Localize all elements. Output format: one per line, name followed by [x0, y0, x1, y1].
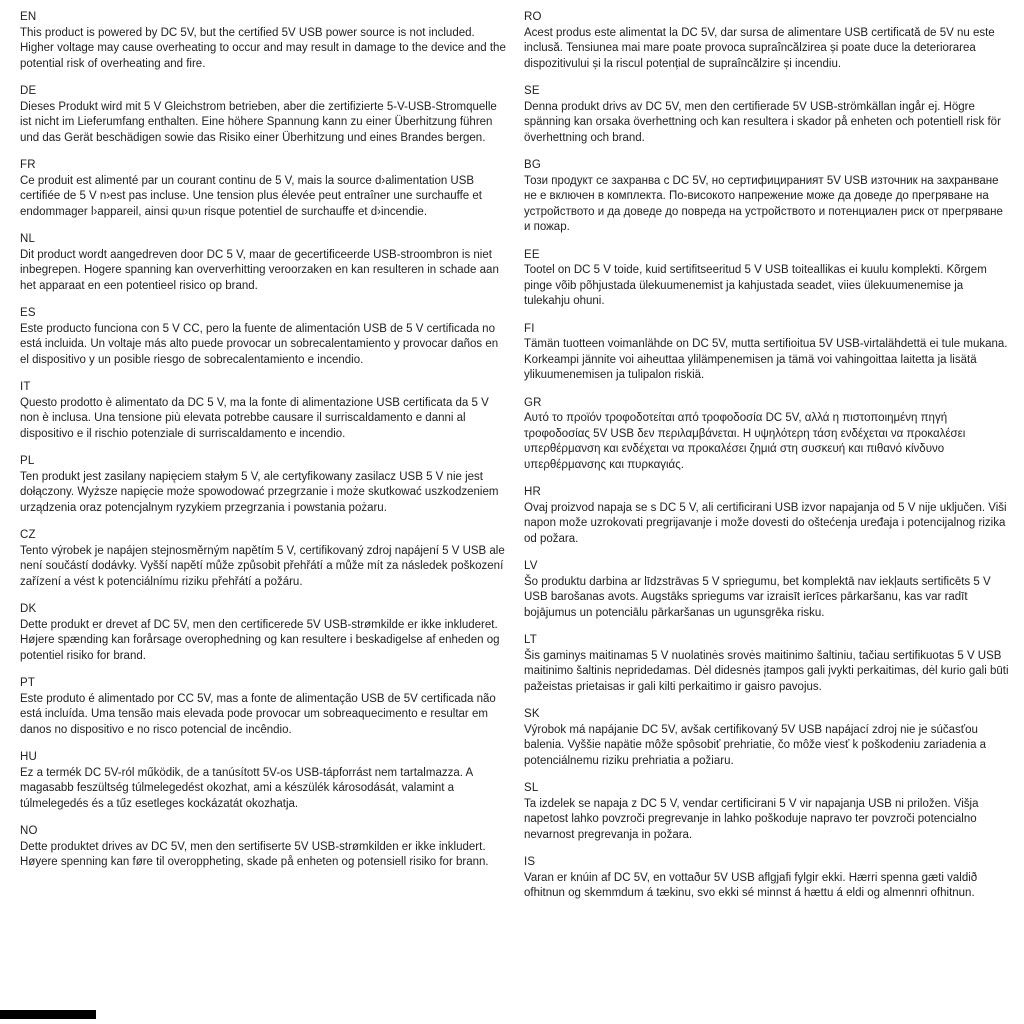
language-section — [20, 84, 508, 146]
language-section — [524, 10, 1012, 72]
language-code: HR — [524, 486, 542, 498]
language-text: Acest produs este alimentat la DC 5V, dar sursa de alimentare USB certificată de 5V nu este inclusă. Tensiunea mai mare poate provoca supraîncălzirea și poate duce la deteriorarea dispozitivului și la riscul potențial de supraîncălzire și incendiu. — [524, 26, 995, 70]
language-section — [524, 396, 1012, 474]
language-text: Šo produktu darbina ar līdzstrāvas 5 V spriegumu, bet komplektā nav iekļauts sertificēts 5 V USB barošanas avots. Augstāks spriegums var izraisīt ierīces pārkaršanu, kas var radīt bojājumus un potenciālu pārkaršanas un ugunsgrēka risku. — [524, 575, 991, 619]
language-code: NL — [20, 233, 36, 245]
language-code: SL — [524, 782, 539, 794]
language-section — [20, 602, 508, 664]
language-section — [20, 750, 508, 812]
language-section — [20, 380, 508, 442]
language-text: Varan er knúin af DC 5V, en vottaður 5V USB aflgjafi fylgir ekki. Hærri spenna gæti valdið ofhitnun og skemmdum á tækinu, svo ekki sé minnst á hættu á eldi og almennri ofhitnun. — [524, 871, 978, 899]
language-code: DE — [20, 85, 37, 97]
language-code: HU — [20, 751, 38, 763]
language-section — [20, 824, 508, 871]
language-section — [20, 10, 508, 72]
language-text: Ce produit est alimenté par un courant continu de 5 V, mais la source d›alimentation USB certifiée de 5 V n›est pas incluse. Une tension plus élevée peut entraîner une surchauffe et endommager l›appareil, ainsi qu›un risque potentiel de surchauffe et d›incendie. — [20, 174, 482, 218]
language-section — [524, 855, 1012, 902]
language-code: NO — [20, 825, 38, 837]
language-section — [524, 633, 1012, 695]
manual-column — [524, 10, 1012, 914]
language-text: This product is powered by DC 5V, but the certified 5V USB power source is not included. Higher voltage may cause overheating to occur and may result in damage to the device and the potential risk of overheating and fire. — [20, 26, 506, 70]
language-text: Ten produkt jest zasilany napięciem stałym 5 V, ale certyfikowany zasilacz USB 5 V nie jest dołączony. Wyższe napięcie może spowodować przegrzanie i może skutkować uszkodzeniem urządzenia oraz potencjalnym ryzykiem przegrzania i powstania pożaru. — [20, 470, 499, 514]
language-code: PT — [20, 677, 36, 689]
language-text: Този продукт се захранва с DC 5V, но сертифицираният 5V USB източник на захранване не е включен в комплекта. По-високото напрежение може да доведе до прегряване на устройството и да доведе до повреда на устройството и потенциален риск от прегряване и пожар. — [524, 174, 1003, 233]
language-text: Questo prodotto è alimentato da DC 5 V, ma la fonte di alimentazione USB certificata da 5 V non è inclusa. Una tensione più elevata potrebbe causare il surriscaldamento e danni al dispositivo e il rischio potenziale di surriscaldamento e incendio. — [20, 396, 489, 440]
language-code: RO — [524, 11, 542, 23]
language-code: CZ — [20, 529, 36, 541]
language-code: ES — [20, 307, 36, 319]
language-code: EE — [524, 248, 540, 261]
language-section — [524, 485, 1012, 547]
language-text: Tämän tuotteen voimanlähde on DC 5V, mutta sertifioitua 5V USB-virtalähdettä ei tule mukana. Korkeampi jännite voi aiheuttaa ylilämpenemisen ja tämä voi vahingoittaa laitetta ja lisätä ylikuumenemisen ja tulipalon riskiä. — [524, 338, 1008, 381]
language-code: FI — [524, 322, 535, 335]
language-code: EN — [20, 11, 37, 23]
footer-print-mark — [0, 1010, 96, 1019]
language-text: Ta izdelek se napaja z DC 5 V, vendar certificirani 5 V vir napajanja USB ni priložen. Višja napetost lahko povzroči pregrevanje in lahko poškoduje napravo ter povzroči potencialno nevarnost pregrevanja in požara. — [524, 797, 979, 841]
language-text: Výrobok má napájanie DC 5V, avšak certifikovaný 5V USB napájací zdroj nie je súčasťou balenia. Vyššie napätie môže spôsobiť prehriatie, čo môže viesť k poškodeniu zariadenia a potenciálnemu riziku prehriatia a požiaru. — [524, 723, 987, 767]
language-section — [20, 676, 508, 738]
language-section — [524, 781, 1012, 843]
language-section — [524, 84, 1012, 146]
language-text: Dieses Produkt wird mit 5 V Gleichstrom betrieben, aber die zertifizierte 5-V-USB-Stromquelle ist nicht im Lieferumfang enthalten. Eine höhere Spannung kann zu einer Überhitzung führen und das Gerät beschädigen sowie das Risiko einer Überhitzung und eines Brandes bergen. — [20, 100, 497, 144]
language-text: Dit product wordt aangedreven door DC 5 V, maar de gecertificeerde USB-stroombron is niet inbegrepen. Hogere spanning kan oververhitting veroorzaken en kan resulteren in schade aan het apparaat en een potentieel risico op brand. — [20, 248, 499, 292]
language-text: Tootel on DC 5 V toide, kuid sertifitseeritud 5 V USB toiteallikas ei kuulu komplekti. Kõrgem pinge võib põhjustada ülekuumenemist ja kahjustada seadet, viies ülekuumenemise ja tulekahju ohuni. — [524, 264, 987, 307]
language-section — [524, 158, 1012, 236]
language-code: SK — [524, 708, 540, 720]
language-section — [524, 559, 1012, 621]
language-section — [524, 707, 1012, 769]
language-text: Tento výrobek je napájen stejnosměrným napětím 5 V, certifikovaný zdroj napájení 5 V USB ale není součástí dodávky. Vyšší napětí může způsobit přehřátí a může mít za následek poškození zařízení a vést k potenciálnímu riziku přehřátí a požáru. — [20, 544, 505, 588]
language-code: IS — [524, 856, 536, 868]
language-code: BG — [524, 159, 542, 171]
language-section — [20, 158, 508, 220]
language-section — [20, 232, 508, 294]
language-code: IT — [20, 381, 31, 393]
language-text: Αυτό το προϊόν τροφοδοτείται από τροφοδοσία DC 5V, αλλά η πιστοποιημένη πηγή τροφοδοσίας 5V USB δεν περιλαμβάνεται. Η υψηλότερη τάση ενδέχεται να προκαλέσει υπερθέρμανση και ενδέχεται να προκαλέσει ζημιά στη συσκευή και πιθανό κίνδυνο υπερθέρμανσης και πυρκαγιάς. — [524, 412, 966, 471]
language-code: LT — [524, 634, 537, 646]
language-code: DK — [20, 603, 37, 615]
language-code: PL — [20, 455, 35, 467]
language-code: FR — [20, 159, 36, 171]
language-section — [20, 528, 508, 590]
language-text: Dette produkt er drevet af DC 5V, men den certificerede 5V USB-strømkilde er ikke inkluderet. Højere spænding kan forårsage overophedning og kan resultere i beskadigelse af enheden og potentiel risiko for brand. — [20, 618, 500, 662]
language-text: Ovaj proizvod napaja se s DC 5 V, ali certificirani USB izvor napajanja od 5 V nije uključen. Viši napon može uzrokovati pregrijavanje i može dovesti do oštećenja uređaja i potencijalnog rizika od požara. — [524, 501, 1007, 545]
language-code: LV — [524, 560, 538, 572]
language-text: Denna produkt drivs av DC 5V, men den certifierade 5V USB-strömkällan ingår ej. Högre spänning kan orsaka överhettning och kan resultera i skador på enheten och potentiell risk för överhettning och brand. — [524, 100, 1001, 144]
language-text: Este produto é alimentado por CC 5V, mas a fonte de alimentação USB de 5V certificada não está incluída. Uma tensão mais elevada pode provocar um sobreaquecimento e resultar em danos no dispositivo e no risco potencial de incêndio. — [20, 692, 496, 736]
language-text: Ez a termék DC 5V-ról működik, de a tanúsított 5V-os USB-tápforrást nem tartalmazza. A magasabb feszültség túlmelegedést okozhat, ami a készülék károsodását, valamint a túlmelegedés és a tűz esetleges kockázatát okozhatja. — [20, 766, 473, 810]
language-section — [20, 454, 508, 516]
language-section — [524, 248, 1012, 310]
language-code: GR — [524, 396, 542, 409]
language-section — [524, 322, 1012, 384]
language-text: Este producto funciona con 5 V CC, pero la fuente de alimentación USB de 5 V certificada no está incluida. Un voltaje más alto puede provocar un sobrecalentamiento y provocar daños en el dispositivo y un posible riesgo de sobrecalentamiento e incendio. — [20, 322, 499, 366]
language-text: Dette produktet drives av DC 5V, men den sertifiserte 5V USB-strømkilden er ikke inkludert. Høyere spenning kan føre til overoppheting, skade på enheten og potensiell risiko for brann. — [20, 840, 489, 868]
language-text: Šis gaminys maitinamas 5 V nuolatinės srovės maitinimo šaltiniu, tačiau sertifikuotas 5 V USB maitinimo šaltinis nepridedamas. Dėl didesnės įtampos gali įvykti perkaitimas, dėl kurio gali būti pažeistas prietaisas ir gali kilti perkaitimo ir gaisro pavojus. — [524, 649, 1009, 693]
language-section — [20, 306, 508, 368]
manual-column — [20, 10, 508, 914]
language-code: SE — [524, 85, 540, 97]
